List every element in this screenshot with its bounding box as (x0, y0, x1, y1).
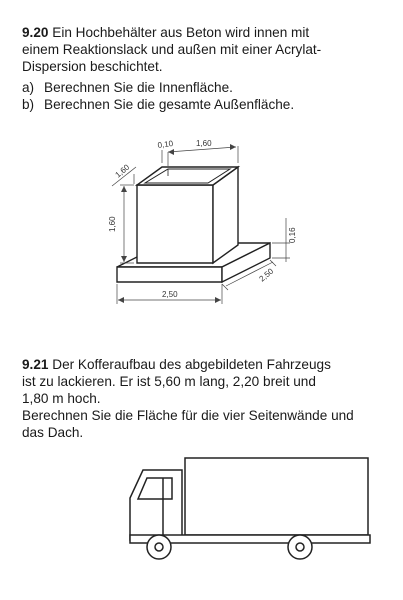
dim-base-height: 0,16 (288, 227, 297, 243)
subtask-b-text: Berechnen Sie die gesamte Außenfläche. (44, 97, 295, 112)
dim-inner-width: 1,60 (196, 139, 212, 148)
task-9-20-line2: einem Reaktionslack und außen mit einer Acrylat- (22, 42, 322, 57)
front-wheel-hub (155, 543, 163, 551)
task-9-20-line3: Dispersion beschichtet. (22, 59, 163, 74)
subtask-a-text: Berechnen Sie die Innenfläche. (44, 80, 233, 95)
task-9-21-line2: ist zu lackieren. Er ist 5,60 m lang, 2,20 breit und (22, 374, 316, 389)
dim-depth-top: 1,60 (113, 162, 132, 180)
task-9-21-line5: das Dach. (22, 425, 84, 440)
task-2-text: Der Kofferaufbau des abgebildeten Fahrzeugs (52, 357, 331, 372)
dim-wall-thickness: 0,10 (157, 138, 174, 150)
dim-tank-height: 1,60 (108, 216, 117, 232)
dim-base-width: 2,50 (162, 290, 178, 299)
task-number: 9.20 (22, 25, 49, 40)
truck-box-body (185, 458, 368, 535)
subtask-b-label: b) (22, 97, 35, 112)
dim-base-depth: 2,50 (257, 266, 276, 284)
subtask-a-label: a) (22, 80, 35, 95)
rear-wheel-hub (296, 543, 304, 551)
task-9-21-line3: 1,80 m hoch. (22, 391, 101, 406)
task-intro-text: Ein Hochbehälter aus Beton wird innen mit (52, 25, 310, 40)
task-number-2: 9.21 (22, 357, 49, 372)
task-9-21-line4: Berechnen Sie die Fläche für die vier Seitenwände und (22, 408, 354, 423)
